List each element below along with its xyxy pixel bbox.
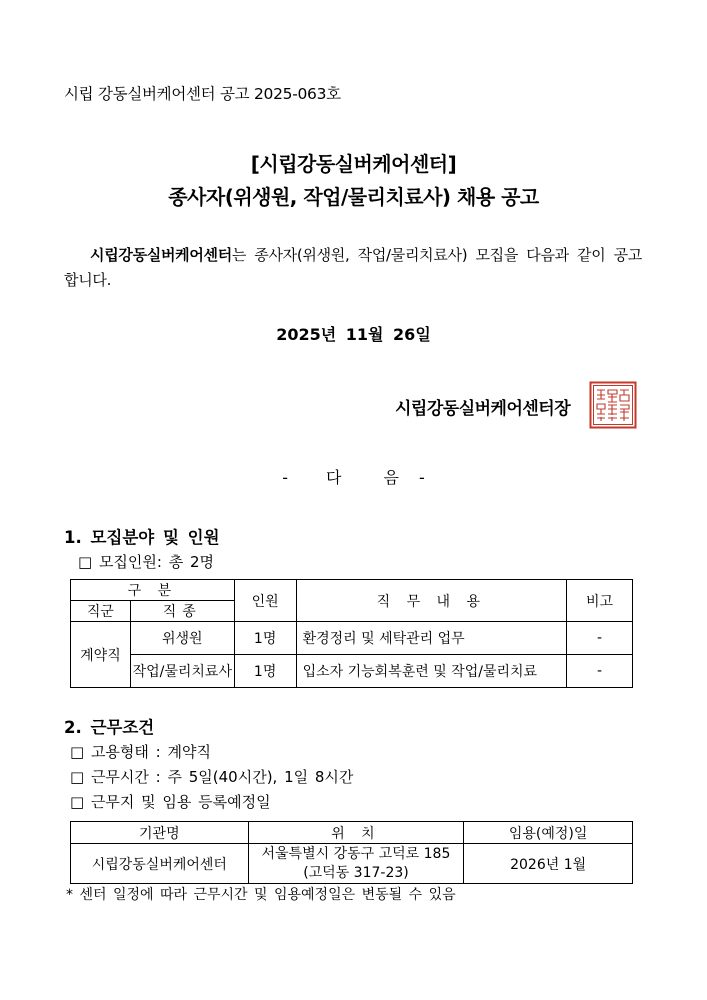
intro-text: 는 종사자(위생원, 작업/물리치료사) 모집을 다음과 같이 공고합니다. [64,246,642,289]
start-date-cell: 2026년 1월 [464,844,633,884]
note-cell: - [567,622,633,655]
dage-divider [0,465,707,488]
org-cell: 시립강동실버케어센터 [71,844,249,884]
count-cell: 1명 [234,655,296,688]
note-cell: - [567,655,633,688]
notice-date: 2025년 11월 26일 [276,325,431,344]
notice-number: 시립 강동실버케어센터 공고 2025-063호 [64,85,341,103]
section1-bullet: □ 모집인원: 총 2명 [78,553,215,571]
location-cell [248,844,464,884]
section1-heading: 1. 모집분야 및 인원 [64,528,220,547]
header-duties: 직 무 내 용 [296,580,566,622]
table-row [71,622,633,655]
table-row [71,844,633,884]
table-row [71,655,633,688]
workplace-bullet: □ 근무지 및 임용 등록예정일 [70,793,271,811]
dage-dash-right: - [418,468,425,487]
work-hours-bullet: □ 근무시간 : 주 5일(40시간), 1일 8시간 [70,768,354,786]
count-cell: 1명 [234,622,296,655]
job-group-cell: 계약직 [71,622,131,688]
header-start-date: 임용(예정)일 [464,822,633,844]
intro-paragraph [64,243,642,293]
document-title-line2: 종사자(위생원, 작업/물리치료사) 채용 공고 [168,185,539,209]
dage-char-2: 음 [383,468,399,487]
recruitment-table [70,579,633,688]
header-job-group: 직군 [71,601,131,622]
header-note: 비고 [567,580,633,622]
header-org: 기관명 [71,822,249,844]
location-line1: 서울특별시 강동구 고덕로 185 [261,845,451,862]
header-location: 위 치 [248,822,464,844]
dage-dash-left: - [282,468,289,487]
header-count: 인원 [234,580,296,622]
section2-heading: 2. 근무조건 [64,718,155,737]
location-line2: (고덕동 317-23) [303,864,409,881]
signer-title: 시립강동실버케어센터장 [395,399,571,419]
intro-org-name: 시립강동실버케어센터 [90,246,232,264]
dage-char-1: 다 [326,468,342,487]
job-type-cell: 위생원 [130,622,234,655]
duties-cell: 입소자 기능회복훈련 및 작업/물리치료 [296,655,566,688]
document-title-line1: [시립강동실버케어센터] [250,152,457,176]
workplace-table [70,821,633,884]
header-group: 구 분 [71,580,235,601]
employment-type-bullet: □ 고용형태 : 계약직 [70,743,211,761]
footnote: * 센터 일정에 따라 근무시간 및 임용예정일은 변동될 수 있음 [66,887,456,903]
header-job-type: 직종 [130,601,234,622]
job-type-cell: 작업/물리치료사 [130,655,234,688]
duties-cell: 환경정리 및 세탁관리 업무 [296,622,566,655]
official-seal-icon [589,381,637,429]
